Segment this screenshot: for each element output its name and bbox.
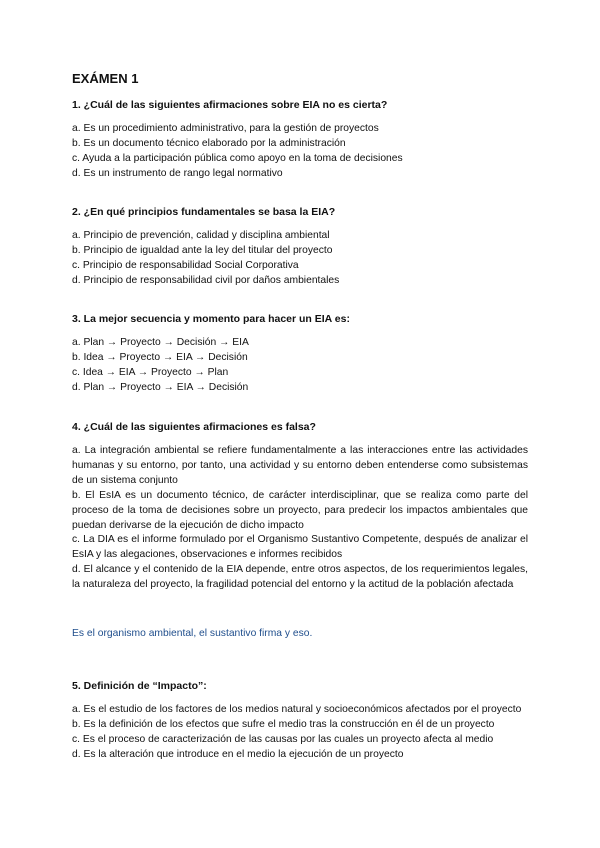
option-b: b. Principio de igualdad ante la ley del titular del proyecto [72, 244, 333, 256]
option-a: a. Es el estudio de los factores de los medios natural y socioeconómicos afectados por el proyecto [72, 704, 522, 715]
question-4 [72, 420, 528, 593]
option-c: c. Principio de responsabilidad Social Corporativa [72, 259, 299, 271]
answer-note: Es el organismo ambiental, el sustantivo firma y eso. [72, 628, 313, 639]
option-b: b. Es la definición de los efectos que sufre el medio tras la construcción en él de un proyecto [72, 718, 495, 730]
question-text: 2. ¿En qué principios fundamentales se basa la EIA? [72, 206, 336, 218]
option-a: a. La integración ambiental se refiere fundamentalmente a las interacciones entre las actividades humanas y su entorno, por tanto, una actividad y su entorno deben entenderse como subsistemas de un sistema conjunto [72, 445, 528, 486]
option-c: c. Es el proceso de caracterización de las causas por las cuales un proyecto afecta al medio [72, 733, 494, 745]
option-list [72, 336, 528, 396]
option-b: b. Es un documento técnico elaborado por la administración [72, 137, 346, 149]
question-3 [72, 312, 528, 396]
option-b: b. Idea → Proyecto → EIA → Decisión [72, 351, 248, 363]
question-5 [72, 679, 528, 763]
option-d: d. Principio de responsabilidad civil por daños ambientales [72, 274, 340, 286]
option-d: d. Es un instrumento de rango legal normativo [72, 167, 283, 179]
option-c: c. La DIA es el informe formulado por el Organismo Sustantivo Competente, después de analizar el EsIA y las alegaciones, observaciones e informes recibidos [72, 534, 528, 561]
option-d: d. El alcance y el contenido de la EIA depende, entre otros aspectos, de los requerimientos legales, la naturaleza del proyecto, la fragilidad potencial del entorno y la actitud de la población afectada [72, 564, 528, 591]
question-text: 5. Definición de “Impacto”: [72, 680, 207, 692]
option-a: a. Plan → Proyecto → Decisión → EIA [72, 337, 249, 348]
question-text: 1. ¿Cuál de las siguientes afirmaciones sobre EIA no es cierta? [72, 99, 388, 111]
option-list [72, 229, 528, 289]
option-a: a. Es un procedimiento administrativo, para la gestión de proyectos [72, 123, 379, 134]
question-2 [72, 205, 528, 289]
question-text: 3. La mejor secuencia y momento para hacer un EIA es: [72, 313, 350, 325]
option-list [72, 122, 528, 182]
exam-title: EXÁMEN 1 [72, 71, 139, 86]
option-b: b. El EsIA es un documento técnico, de carácter interdisciplinar, que se realiza como parte del proceso de la toma de decisiones sobre un proyecto, para predecir los impactos ambientales que puedan derivarse de la ejecución de dicho impacto [72, 489, 528, 531]
option-d: d. Es la alteración que introduce en el medio la ejecución de un proyecto [72, 748, 404, 760]
question-1 [72, 98, 528, 182]
question-text: 4. ¿Cuál de las siguientes afirmaciones es falsa? [72, 421, 316, 433]
option-list [72, 703, 528, 763]
option-d: d. Plan → Proyecto → EIA → Decisión [72, 381, 249, 393]
option-c: c. Idea → EIA → Proyecto → Plan [72, 366, 229, 378]
option-c: c. Ayuda a la participación pública como apoyo en la toma de decisiones [72, 152, 403, 164]
option-a: a. Principio de prevención, calidad y disciplina ambiental [72, 230, 330, 241]
option-list [72, 444, 528, 593]
